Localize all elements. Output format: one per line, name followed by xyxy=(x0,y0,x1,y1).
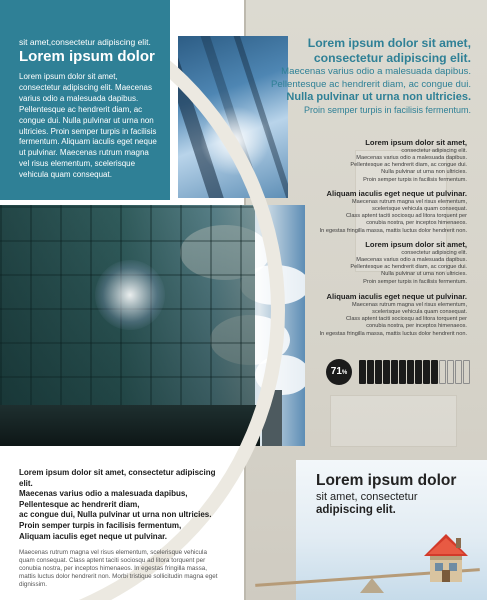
paragraph-line: consectetur adipiscing elit. xyxy=(401,249,467,256)
progress-unit: % xyxy=(341,370,348,376)
left-bottom-body: Maecenas rutrum magna vel risus elementum, scelerisque vehicula quam consequat. Class aptent taciti sociosqu ad litora torquent per conubia nostra, per inceptos himenaeos. In egestas fringilla massa, mattis luctus dolor hendrerit non. Morbi tristique sollicitudin magna eget dignissim. xyxy=(19,549,218,589)
seesaw-fulcrum xyxy=(360,578,384,593)
sub-line: Proin semper turpis in facilisis fermentum. xyxy=(303,104,471,115)
sun-glare xyxy=(200,106,270,176)
bold-line: Aliquam iaculis eget neque ut pulvinar. xyxy=(19,531,168,541)
paragraph-line: Proin semper turpis in facilisis fermentum. xyxy=(363,176,467,183)
background-calendar-shape xyxy=(330,395,457,447)
teal-title: Lorem ipsum dolor xyxy=(19,48,155,65)
bold-line: ac congue dui, Nulla pulvinar ut urna non ultricies. xyxy=(19,510,212,520)
right-paragraph xyxy=(300,240,467,286)
paragraph-heading: Aliquam iaculis eget neque ut pulvinar. xyxy=(326,189,467,198)
progress-segment xyxy=(359,360,366,384)
progress-segment xyxy=(367,360,374,384)
progress-segment xyxy=(431,360,438,384)
sub-line: Pellentesque ac hendrerit diam, ac congue dui. xyxy=(271,78,471,90)
right-top-heading xyxy=(256,36,471,116)
glass-building-photo xyxy=(0,205,305,446)
paragraph-line: Nulla pulvinar ut urna non ultricies. xyxy=(381,271,467,278)
teal-kicker: sit amet,consectetur adipiscing elit. xyxy=(19,37,151,47)
right-paragraph xyxy=(300,189,467,235)
card-subtitle-bold: adipiscing elit. xyxy=(316,504,396,516)
progress-segment xyxy=(447,360,454,384)
progress-value: 71 xyxy=(330,366,342,377)
heading-line: consectetur adipiscing elit. xyxy=(313,50,471,65)
paragraph-line: Nulla pulvinar ut urna non ultricies. xyxy=(381,169,467,176)
bold-line: Proin semper turpis in facilisis fermentum, xyxy=(19,520,182,530)
photo-cloud xyxy=(255,355,305,395)
sub-line: Maecenas varius odio a malesuada dapibus. xyxy=(281,66,471,77)
heading-line: Lorem ipsum dolor sit amet, xyxy=(307,36,471,50)
progress-segment xyxy=(423,360,430,384)
progress-segment xyxy=(463,360,470,384)
bold-line: Lorem ipsum dolor sit amet, consectetur adipiscing elit. xyxy=(19,468,216,488)
progress-bar xyxy=(359,360,469,384)
progress-segment xyxy=(399,360,406,384)
lens-flare xyxy=(95,260,165,330)
paragraph-line: In egestas fringilla massa, mattis luctus dolor hendrerit non. xyxy=(319,330,467,337)
paragraph-heading: Lorem ipsum dolor sit amet, xyxy=(365,240,467,249)
paragraph-line: consectetur adipiscing elit. xyxy=(401,147,467,154)
paragraph-line: Pellentesque ac hendrerit diam, ac congue dui. xyxy=(350,264,467,271)
progress-segment xyxy=(375,360,382,384)
progress-segment xyxy=(415,360,422,384)
progress-segment xyxy=(407,360,414,384)
paragraph-line: Pellentesque ac hendrerit diam, ac congue dui. xyxy=(350,162,467,169)
paragraph-heading: Aliquam iaculis eget neque ut pulvinar. xyxy=(326,292,467,301)
building-base xyxy=(0,405,260,446)
heading-line: Nulla pulvinar ut urna non ultricies. xyxy=(286,91,471,104)
card-title: Lorem ipsum dolor xyxy=(316,472,457,489)
house-icon xyxy=(420,530,472,585)
progress-segment xyxy=(383,360,390,384)
bold-line: Pellentesque ac hendrerit diam, xyxy=(19,499,140,509)
paragraph-line: Maecenas varius odio a malesuada dapibus. xyxy=(356,154,467,161)
paragraph-heading: Lorem ipsum dolor sit amet, xyxy=(365,138,467,147)
paragraph-line: scelerisque vehicula quam consequat. xyxy=(372,205,467,212)
paragraph-line: conubia nostra, per inceptos himenaeos. xyxy=(366,220,467,227)
progress-segment xyxy=(391,360,398,384)
right-paragraph xyxy=(300,292,467,338)
progress-segment xyxy=(439,360,446,384)
left-bottom-text xyxy=(19,468,224,589)
paragraph-line: Maecenas rutrum magna vel risus elementum, xyxy=(351,301,467,308)
paragraph-line: Class aptent taciti sociosqu ad litora torquent per xyxy=(346,316,467,323)
paragraph-line: In egestas fringilla massa, mattis luctus dolor hendrerit non. xyxy=(319,227,467,234)
paragraph-line: conubia nostra, per inceptos himenaeos. xyxy=(366,323,467,330)
card-subtitle: sit amet, consectetur xyxy=(316,491,418,503)
teal-body: Lorem ipsum dolor sit amet, consectetur adipiscing elit. Maecenas varius odio a malesuada dapibus. Pellentesque ac hendrerit diam, ac congue dui. Nulla pulvinar ut urna non ultricies. Proin semper turpis in facilisis fermentum. Aliquam iaculis eget neque ut pulvinar. Maecenas rutrum magna vel risus elementum, scelerisque vehicula quam consequat. xyxy=(19,72,157,180)
paragraph-line: Maecenas rutrum magna vel risus elementum, xyxy=(351,198,467,205)
paragraph-line: Maecenas varius odio a malesuada dapibus. xyxy=(356,256,467,263)
teal-info-box xyxy=(0,0,170,200)
paragraph-line: Proin semper turpis in facilisis fermentum. xyxy=(363,278,467,285)
bold-line: Maecenas varius odio a malesuada dapibus, xyxy=(19,489,188,499)
progress-badge xyxy=(326,359,352,385)
distant-tower xyxy=(262,390,282,446)
progress-segment xyxy=(455,360,462,384)
paragraph-line: scelerisque vehicula quam consequat. xyxy=(372,308,467,315)
right-paragraph xyxy=(300,138,467,184)
paragraph-line: Class aptent taciti sociosqu ad litora torquent per xyxy=(346,213,467,220)
